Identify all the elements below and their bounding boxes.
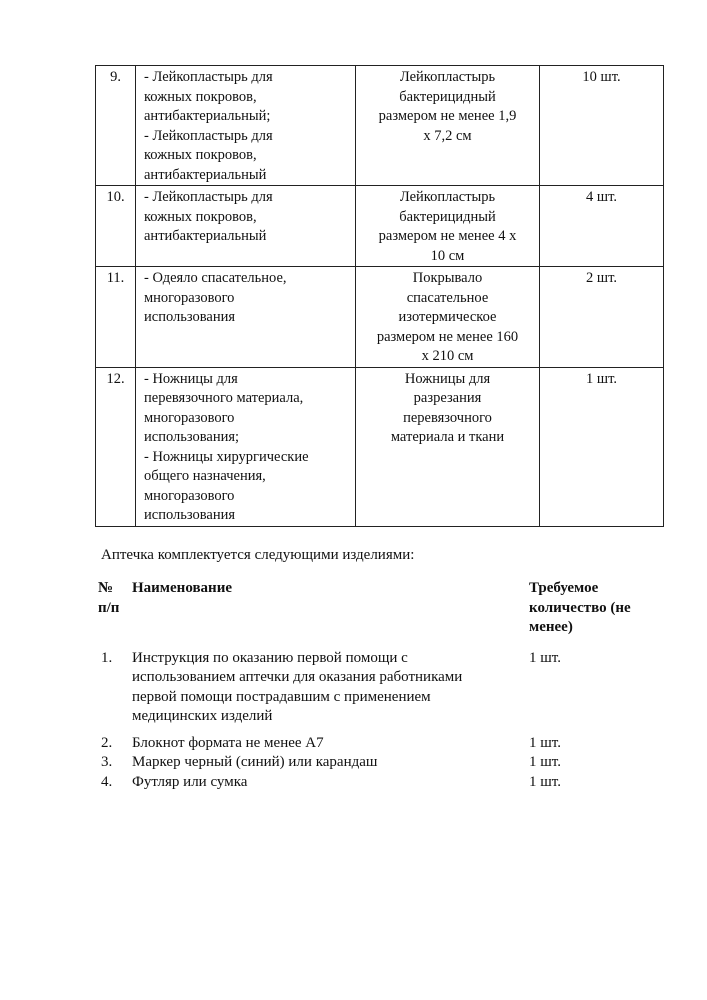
text-line: кожных покровов, <box>144 147 257 163</box>
list-header-row <box>98 579 618 649</box>
item-standard <box>356 267 540 368</box>
text-line: первой помощи пострадавшим с применением <box>132 688 431 705</box>
text-line: Лейкопластырь <box>399 69 496 85</box>
text-line: № <box>98 580 114 596</box>
text-line: кожных покровов, <box>144 208 257 225</box>
text-line: спасательное <box>406 289 489 306</box>
list-item-quantity: 1 шт. <box>529 734 561 751</box>
text-line: перевязочного материала, <box>144 390 304 406</box>
row-number: 12. <box>96 367 136 526</box>
list-item-quantity: 1 шт. <box>529 754 561 770</box>
text-line: Требуемое <box>529 580 599 596</box>
list-item <box>98 773 618 793</box>
item-quantity: 1 шт. <box>540 367 664 526</box>
text-line: п/п <box>98 599 120 616</box>
text-line: изотермическое <box>398 309 497 325</box>
item-quantity: 4 шт. <box>540 186 664 267</box>
text-line: многоразового <box>144 409 235 426</box>
row-number: 9. <box>96 66 136 186</box>
text-line: использования; <box>144 429 240 445</box>
text-line: Лейкопластырь <box>399 189 496 205</box>
text-line: х 210 см <box>421 348 474 364</box>
text-line: использованием аптечки для оказания работниками <box>132 669 463 685</box>
text-line: использования <box>144 507 236 523</box>
items-list-body <box>98 579 631 792</box>
list-item-number: 1. <box>101 649 113 666</box>
text-line: многоразового <box>144 487 235 504</box>
composition-table <box>95 65 664 527</box>
item-quantity: 10 шт. <box>540 66 664 186</box>
list-item-number: 3. <box>101 754 113 770</box>
item-name <box>136 367 356 526</box>
items-list-table <box>98 579 631 792</box>
text-line: общего назначения, <box>144 468 266 484</box>
text-line: - Одеяло спасательное, <box>144 270 287 286</box>
text-line: Инструкция по оказанию первой помощи с <box>132 649 408 666</box>
composition-table-body <box>96 66 664 527</box>
list-item-name <box>132 734 529 754</box>
item-standard <box>356 367 540 526</box>
text-line: - Лейкопластырь для <box>144 189 273 205</box>
text-line: антибактериальный <box>144 228 267 244</box>
text-line: Блокнот формата не менее А7 <box>132 734 324 751</box>
item-quantity: 2 шт. <box>540 267 664 368</box>
table-row <box>96 267 664 368</box>
list-intro: Аптечка комплектуется следующими изделиями: <box>101 547 415 563</box>
text-line: многоразового <box>144 289 235 306</box>
text-line: антибактериальный; <box>144 108 271 124</box>
header-name: Наименование <box>132 580 232 596</box>
list-item-name <box>132 753 529 773</box>
item-standard <box>356 66 540 186</box>
list-item <box>98 734 618 754</box>
row-number: 10. <box>96 186 136 267</box>
text-line: менее) <box>529 619 573 635</box>
table-row <box>96 367 664 526</box>
text-line: бактерицидный <box>399 88 496 105</box>
text-line: разрезания <box>413 390 482 406</box>
list-item-number: 4. <box>101 773 113 790</box>
item-standard <box>356 186 540 267</box>
text-line: размером не менее 4 х <box>378 228 517 244</box>
item-name <box>136 66 356 186</box>
table-row <box>96 186 664 267</box>
item-name <box>136 267 356 368</box>
list-item-name <box>132 649 529 734</box>
text-line: количество (не <box>529 599 631 616</box>
text-line: Маркер черный (синий) или карандаш <box>132 754 378 770</box>
text-line: 10 см <box>430 247 465 264</box>
text-line: размером не менее 1,9 <box>378 108 517 124</box>
text-line: использования <box>144 309 236 325</box>
text-line: - Ножницы для <box>144 370 238 387</box>
item-name <box>136 186 356 267</box>
list-item-name <box>132 773 529 793</box>
text-line: бактерицидный <box>399 208 496 225</box>
text-line: Покрывало <box>412 270 483 286</box>
text-line: материала и ткани <box>390 429 505 445</box>
list-item-number: 2. <box>101 734 113 751</box>
list-item <box>98 649 618 734</box>
text-line: - Ножницы хирургические <box>144 448 309 465</box>
header-quantity <box>529 579 631 649</box>
text-line: Ножницы для <box>404 370 491 387</box>
text-line: Футляр или сумка <box>132 773 248 790</box>
text-line: - Лейкопластырь для <box>144 127 273 144</box>
text-line: медицинских изделий <box>132 708 273 724</box>
text-line: антибактериальный <box>144 166 267 183</box>
header-number <box>98 579 132 649</box>
text-line: - Лейкопластырь для <box>144 69 273 85</box>
list-item <box>98 753 618 773</box>
text-line: х 7,2 см <box>423 127 472 144</box>
text-line: кожных покровов, <box>144 88 257 105</box>
list-item-quantity: 1 шт. <box>529 773 561 790</box>
text-line: перевязочного <box>403 409 492 426</box>
row-number: 11. <box>96 267 136 368</box>
table-row <box>96 66 664 186</box>
text-line: размером не менее 160 <box>376 328 519 345</box>
list-item-quantity: 1 шт. <box>529 649 561 666</box>
